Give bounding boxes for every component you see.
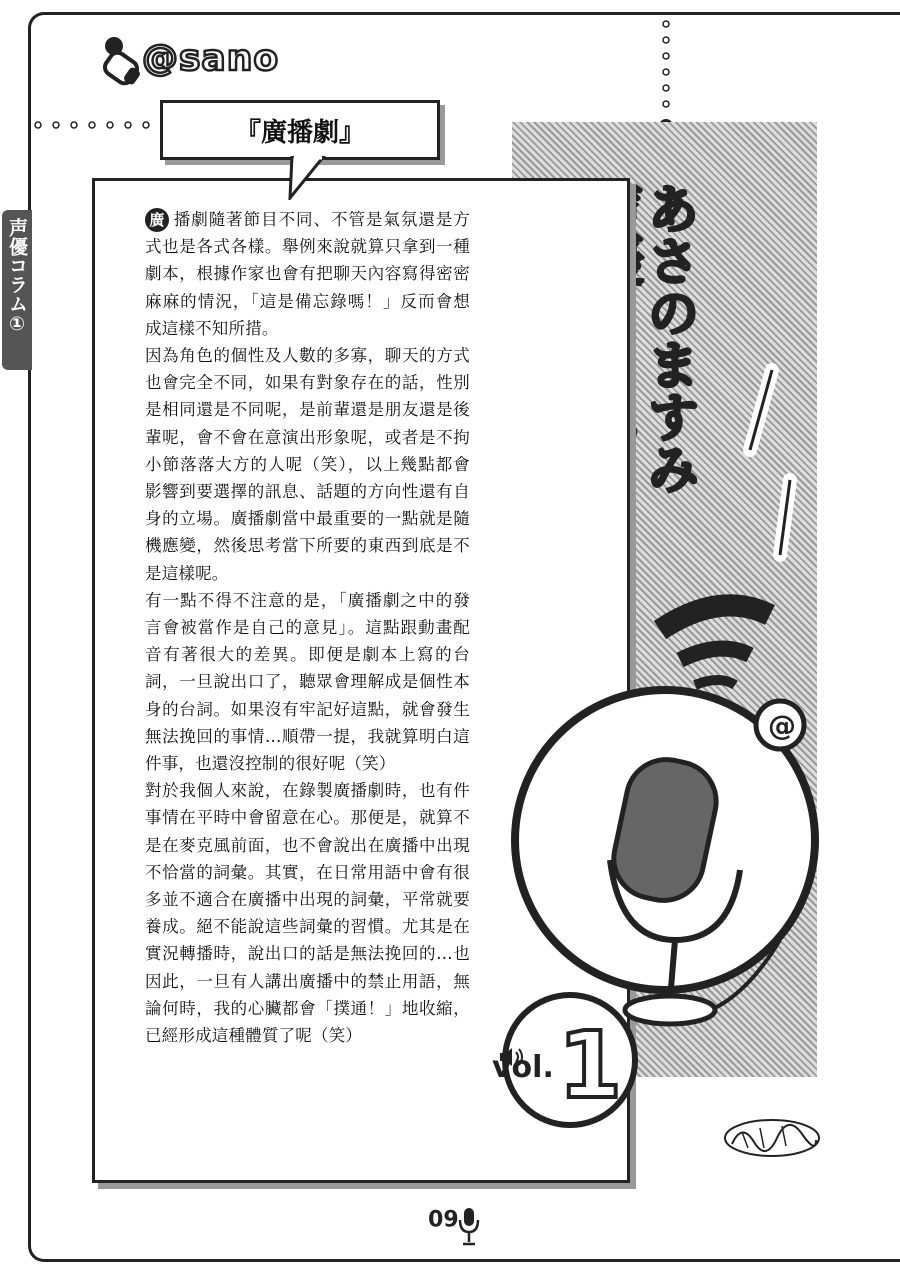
article-title: 『廣播劇』 [234,118,365,148]
signature-icon [722,1114,822,1160]
column-title-author: あさのますみ [638,182,698,494]
dotted-line [30,118,160,132]
dotted-line-vertical [656,14,676,134]
article-body [145,206,470,1049]
paragraph: 廣 播劇隨著節目不同、不管是氣氛還是方式也是各式各樣。舉例來說就算只拿到一種劇本，根據作家也會有把聊天內容寫得密密麻麻的情況，「這是備忘錄嗎！」反而會想成這樣不知所措。 [145,210,470,338]
signal-waves-icon [480,340,900,1160]
mic-page-icon [456,1204,482,1250]
vol-number: 1 [558,1012,623,1119]
svg-text:@: @ [768,709,796,742]
vol-label: vol. [492,1050,554,1085]
drop-cap: 廣 [145,208,169,232]
paragraph: 有一點不得不注意的是，「廣播劇之中的發言會被當作是自己的意見」。這點跟動畫配音有著很大的差異。即便是劇本上寫的台詞，一旦說出口了，聽眾會理解成是個性本身的台詞。如果沒有牢記好這點，就會發生無法挽回的事情…順帶一提，我就算明白這件事，也還沒控制的很好呢（笑） [145,590,470,774]
side-tab-label: 声優コラム① [6,218,28,335]
paragraph: 因為角色的個性及人數的多寡，聊天的方式也會完全不同，如果有對象存在的話，性別是相同還是不同呢，是前輩還是朋友還是後輩呢，會不會在意演出形象呢，或者是不拘小節落落大方的人呢（笑），以上幾點都會影響到要選擇的訊息、話題的方向性還有自身的立場。廣播劇當中最重要的一點就是隨機應變，然後思考當下所要的東西到底是不是這樣呢。 [145,346,470,583]
speech-tail [284,156,344,200]
paragraph: 對於我個人來說，在錄製廣播劇時，也有件事情在平時中會留意在心。那便是，就算不是在麥克風前面，也不會說出在廣播中出現不恰當的詞彙。其實，在日常用語中會有很多並不適合在廣播中出現的詞彙，平常就要養成。絕不能說這些詞彙的習慣。尤其是在實況轉播時，說出口的話是無法挽回的…也因此，一旦有人講出廣播中的禁止用語，無論何時，我的心臟都會「撲通！」地收縮，已經形成這種體質了呢（笑） [145,781,470,1046]
brand-logo: @sano [142,38,280,79]
page-number: 60 [428,1204,459,1229]
